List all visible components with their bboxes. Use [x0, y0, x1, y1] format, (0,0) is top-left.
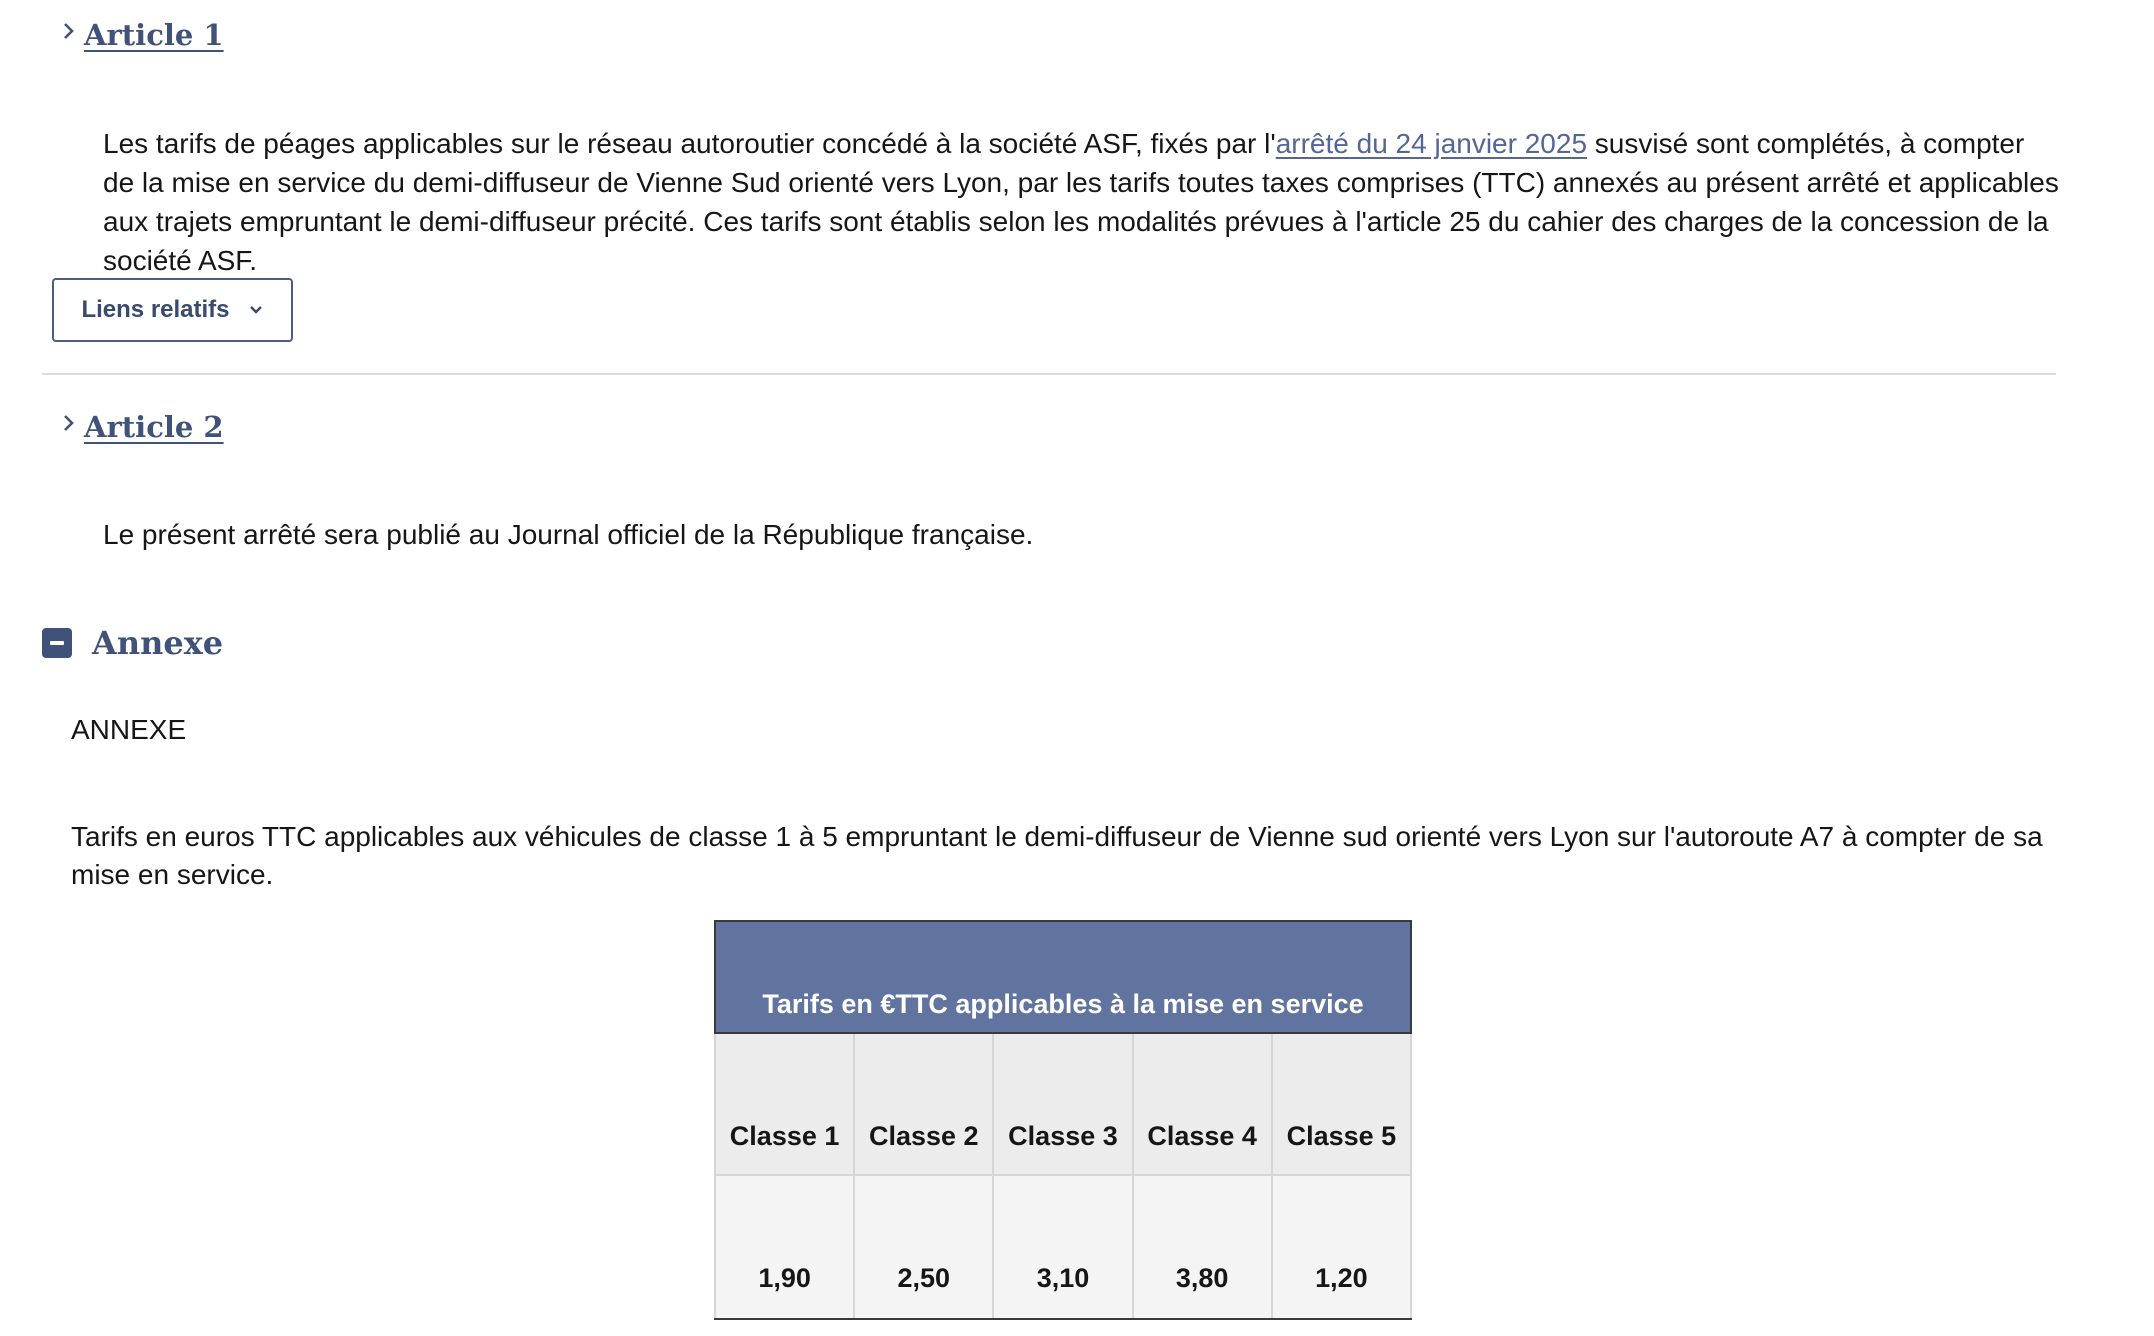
divider — [42, 373, 2056, 375]
table-cell: 1,20 — [1272, 1175, 1411, 1319]
table-cell: 2,50 — [854, 1175, 993, 1319]
chevron-down-icon — [248, 302, 264, 318]
table-column-header: Classe 4 — [1133, 1033, 1272, 1175]
arrete-link[interactable]: arrêté du 24 janvier 2025 — [1275, 128, 1588, 159]
table-cell: 3,80 — [1133, 1175, 1272, 1319]
table-column-header: Classe 1 — [715, 1033, 854, 1175]
annexe-heading: ANNEXE — [71, 714, 187, 745]
article-2-text: Le présent arrêté sera publié au Journal officiel de la République française. — [103, 519, 1034, 550]
article-2-title[interactable]: Article 2 — [84, 410, 224, 444]
article-2-header[interactable] — [58, 410, 224, 444]
annexe-header — [42, 624, 223, 662]
table-cell: 3,10 — [993, 1175, 1132, 1319]
related-links-label: Liens relatifs — [81, 296, 230, 323]
related-links-button[interactable] — [52, 278, 293, 342]
chevron-right-icon — [58, 20, 80, 42]
table-cell: 1,90 — [715, 1175, 854, 1319]
tariff-table-caption: Tarifs en €TTC applicables à la mise en service — [715, 921, 1411, 1033]
article-1-title[interactable]: Article 1 — [84, 18, 224, 52]
table-column-header: Classe 3 — [993, 1033, 1132, 1175]
article-1-header[interactable] — [58, 18, 224, 52]
table-row — [715, 1175, 1411, 1319]
chevron-right-icon — [58, 412, 80, 434]
collapse-minus-icon[interactable] — [42, 628, 72, 658]
tariff-table — [714, 920, 1412, 1320]
article-1-text: Les tarifs de péages applicables sur le réseau autoroutier concédé à la société ASF, fixés par l'arrêté du 24 janvier 2025 susvisé sont complétés, à compter de la mise en service du demi-diffuseur de Vienne Sud orienté vers Lyon, par les tarifs toutes taxes comprises (TTC) annexés au présent arrêté et applicables aux trajets empruntant le demi-diffuseur précité. Ces tarifs sont établis selon les modalités prévues à l'article 25 du cahier des charges de la concession de la société ASF. — [103, 128, 2059, 276]
annexe-description: Tarifs en euros TTC applicables aux véhicules de classe 1 à 5 empruntant le demi-diffuseur de Vienne sud orienté vers Lyon sur l'autoroute A7 à compter de sa mise en service. — [71, 821, 2043, 890]
table-column-header: Classe 5 — [1272, 1033, 1411, 1175]
annexe-section-title: Annexe — [92, 624, 224, 662]
table-column-header: Classe 2 — [854, 1033, 993, 1175]
